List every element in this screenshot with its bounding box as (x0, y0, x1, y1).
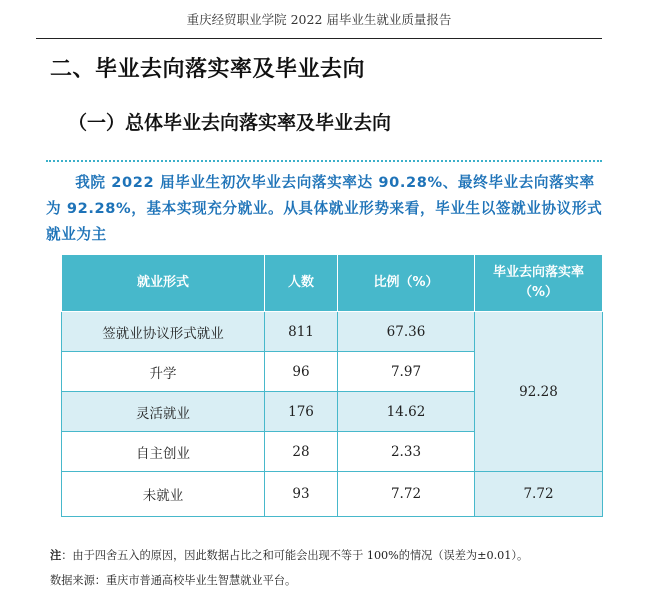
cell-ratio: 2.33 (338, 432, 475, 472)
cell-ratio: 14.62 (338, 392, 475, 432)
cell-count: 176 (265, 392, 338, 432)
cell-ratio: 7.72 (338, 472, 475, 517)
cell-type: 灵活就业 (62, 392, 265, 432)
subsection-heading: （一）总体毕业去向落实率及毕业去向 (68, 112, 392, 134)
cell-count: 96 (265, 352, 338, 392)
summary-paragraph: 我院 2022 届毕业生初次毕业去向落实率达 90.28%、最终毕业去向落实率为 92.28%，基本实现充分就业。从具体就业形势来看，毕业生以签就业协议形式就业为主 (46, 174, 603, 243)
header-ratio: 比例（%） (338, 255, 475, 312)
cell-count: 811 (265, 312, 338, 352)
dotted-divider (46, 160, 602, 162)
table-row (62, 472, 603, 517)
cell-count: 28 (265, 432, 338, 472)
footnote (50, 547, 528, 563)
cell-type: 升学 (62, 352, 265, 392)
header-rate (475, 255, 603, 312)
cell-type: 签就业协议形式就业 (62, 312, 265, 352)
header-rate-line2: （%） (518, 285, 559, 300)
cell-employed-rate: 92.28 (475, 312, 603, 472)
employment-table (61, 254, 603, 517)
cell-type: 自主创业 (62, 432, 265, 472)
cell-ratio: 67.36 (338, 312, 475, 352)
cell-count: 93 (265, 472, 338, 517)
data-source: 数据来源：重庆市普通高校毕业生智慧就业平台。 (50, 574, 297, 587)
report-header: 重庆经贸职业学院 2022 届毕业生就业质量报告 (186, 12, 452, 27)
table-header-row (62, 255, 603, 312)
footnote-text: ：由于四舍五入的原因，因此数据占比之和可能会出现不等于 100%的情况（误差为±0.01）。 (61, 549, 529, 562)
header-type: 就业形式 (62, 255, 265, 312)
header-rate-line1: 毕业去向落实率 (492, 265, 584, 280)
footnote-label: 注 (50, 549, 62, 562)
header-divider (36, 38, 602, 39)
cell-ratio: 7.97 (338, 352, 475, 392)
table-row (62, 312, 603, 352)
cell-type: 未就业 (62, 472, 265, 517)
header-count: 人数 (265, 255, 338, 312)
cell-unemployed-rate: 7.72 (475, 472, 603, 517)
section-heading: 二、毕业去向落实率及毕业去向 (50, 57, 366, 82)
